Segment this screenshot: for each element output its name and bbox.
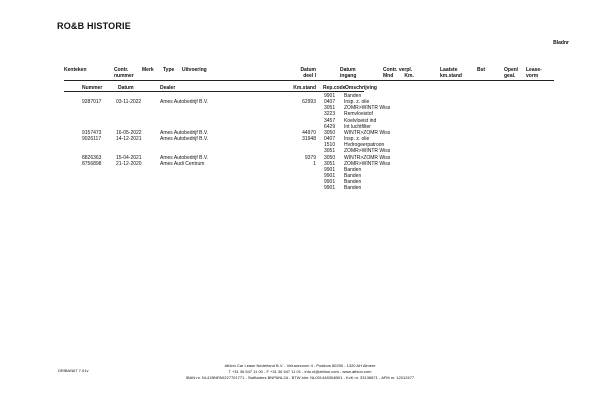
cell-km-stand: 31948 xyxy=(302,136,316,143)
page-title: RO&B HISTORIE xyxy=(57,21,131,31)
cell-omschrijving: Banden xyxy=(344,172,362,179)
cell-nummer: 9157473 xyxy=(82,129,102,136)
header-omschrijving: Omschrijving xyxy=(345,85,377,91)
header-datum-deel: Datum deel I xyxy=(300,67,316,79)
header-kenteken: Kenteken xyxy=(64,67,87,73)
cell-omschrijving: Banden xyxy=(344,185,362,192)
cell-datum: 14-12-2021 xyxy=(116,136,142,143)
cell-omschrijving: Insp. z. olie xyxy=(344,136,370,143)
footer-address: Athlon Car Lease Nederland B.V. - Veluwezoom 4 - Postbus 60250 - 1320 AH Almere xyxy=(224,363,376,368)
cell-dealer: Ames Autobedrijf B.V. xyxy=(160,136,209,143)
document-id: DRIBAN67 7.01v xyxy=(58,368,89,373)
cell-omschrijving: Int luchtfilter xyxy=(344,123,371,130)
cell-omschrijving: Banden xyxy=(344,179,362,186)
cell-rep-code: 9901 xyxy=(324,172,336,179)
cell-omschrijving: Banden xyxy=(344,93,362,99)
cell-dealer: Ames Audi Centrum xyxy=(160,160,205,167)
cell-rep-code: 9901 xyxy=(324,185,336,192)
subheader-divider xyxy=(64,91,364,92)
cell-nummer: 8826363 xyxy=(82,154,102,161)
cell-omschrijving: ZOMR>WINTR Wiss xyxy=(344,148,391,155)
cell-nummer: 9026117 xyxy=(82,136,102,143)
cell-rep-code: 3051 xyxy=(324,160,336,167)
cell-dealer: Ames Autobedrijf B.V. xyxy=(160,99,209,106)
cell-rep-code: 3050 xyxy=(324,154,336,161)
cell-rep-code: 6429 xyxy=(324,123,336,130)
cell-km-stand: 9379 xyxy=(304,154,316,161)
cell-rep-code: 9901 xyxy=(324,166,336,173)
page-number-label: Bladnr xyxy=(553,40,569,46)
cell-rep-code: 3051 xyxy=(324,105,336,112)
header-rep-code: Rep.code xyxy=(323,85,346,91)
cell-omschrijving: ZOMR>WINTR Wiss xyxy=(344,160,391,167)
header-contr-nummer: Contr. nummer xyxy=(114,67,134,79)
cell-rep-code: 9901 xyxy=(324,93,336,99)
header-open-geal: Open/ geal. xyxy=(504,67,519,79)
cell-rep-code: 0407 xyxy=(324,99,336,106)
cell-omschrijving: Remvloeistof xyxy=(344,111,373,118)
header-nummer: Nummer xyxy=(82,85,103,91)
header-datum-ingang: Datum ingang xyxy=(340,67,357,79)
header-dealer: Dealer xyxy=(160,85,176,91)
cell-nummer: 9287017 xyxy=(82,99,102,106)
cell-rep-code: 1510 xyxy=(324,142,336,149)
cell-omschrijving: WINTR>ZOMR Wiss xyxy=(344,154,391,161)
cell-omschrijving: ZOMR>WINTR Wiss xyxy=(344,105,391,112)
cell-rep-code: 9901 xyxy=(324,179,336,186)
cell-rep-code: 3051 xyxy=(324,148,336,155)
cell-datum: 21-12-2020 xyxy=(116,160,142,167)
cell-km-stand: 44970 xyxy=(302,129,316,136)
cell-omschrijving: Koelvloeist ind xyxy=(344,117,377,124)
cell-rep-code: 0407 xyxy=(324,136,336,143)
cell-datum: 16-05-2022 xyxy=(116,129,142,136)
header-laatste-kmstand: Laatste km.stand xyxy=(440,67,462,79)
cell-omschrijving: Banden xyxy=(344,166,362,173)
footer-registration: IBAN nr. NL41BNPA0227701771 - Swiftadres BNPANL2A - BTW idnr. NL001448304B01 - KvK nr. 33136871 - AFM nr. 12012477 xyxy=(185,375,415,380)
cell-km-stand: 1 xyxy=(313,160,316,167)
footer-contact: T +31 36 547 11 00 - F +31 36 547 11 01 - info.nl@athlon.com - www.athlon.com xyxy=(228,369,372,374)
cell-datum: 15-04-2021 xyxy=(116,154,142,161)
cell-dealer: Ames Autobedrijf B.V. xyxy=(160,129,209,136)
cell-datum: 03-11-2022 xyxy=(116,99,142,106)
cell-omschrijving: Hvdrogeerpatroon xyxy=(344,142,385,149)
cell-omschrijving: WINTR>ZOMR Wiss xyxy=(344,129,391,136)
header-divider xyxy=(64,80,554,81)
header-lease-vorm: Lease- vorm xyxy=(526,67,542,79)
cell-rep-code: 3223 xyxy=(324,111,336,118)
cell-nummer: 8756898 xyxy=(82,160,102,167)
header-bst: Bst xyxy=(477,67,486,73)
cell-rep-code: 3457 xyxy=(324,117,336,124)
cell-dealer: Ames Autobedrijf B.V. xyxy=(160,154,209,161)
cell-rep-code: 3050 xyxy=(324,129,336,136)
cell-omschrijving: Insp. z. olie xyxy=(344,99,370,106)
header-datum: Datum xyxy=(118,85,134,91)
header-merk: Merk xyxy=(142,67,154,73)
cell-km-stand: 62993 xyxy=(302,99,316,106)
header-type: Type xyxy=(163,67,175,73)
header-km-stand: Km.stand xyxy=(293,85,316,91)
header-uitvoering: Uitvoering xyxy=(182,67,207,73)
header-contr-verpl: Contr. verpl. Mnd Km. xyxy=(383,67,414,79)
